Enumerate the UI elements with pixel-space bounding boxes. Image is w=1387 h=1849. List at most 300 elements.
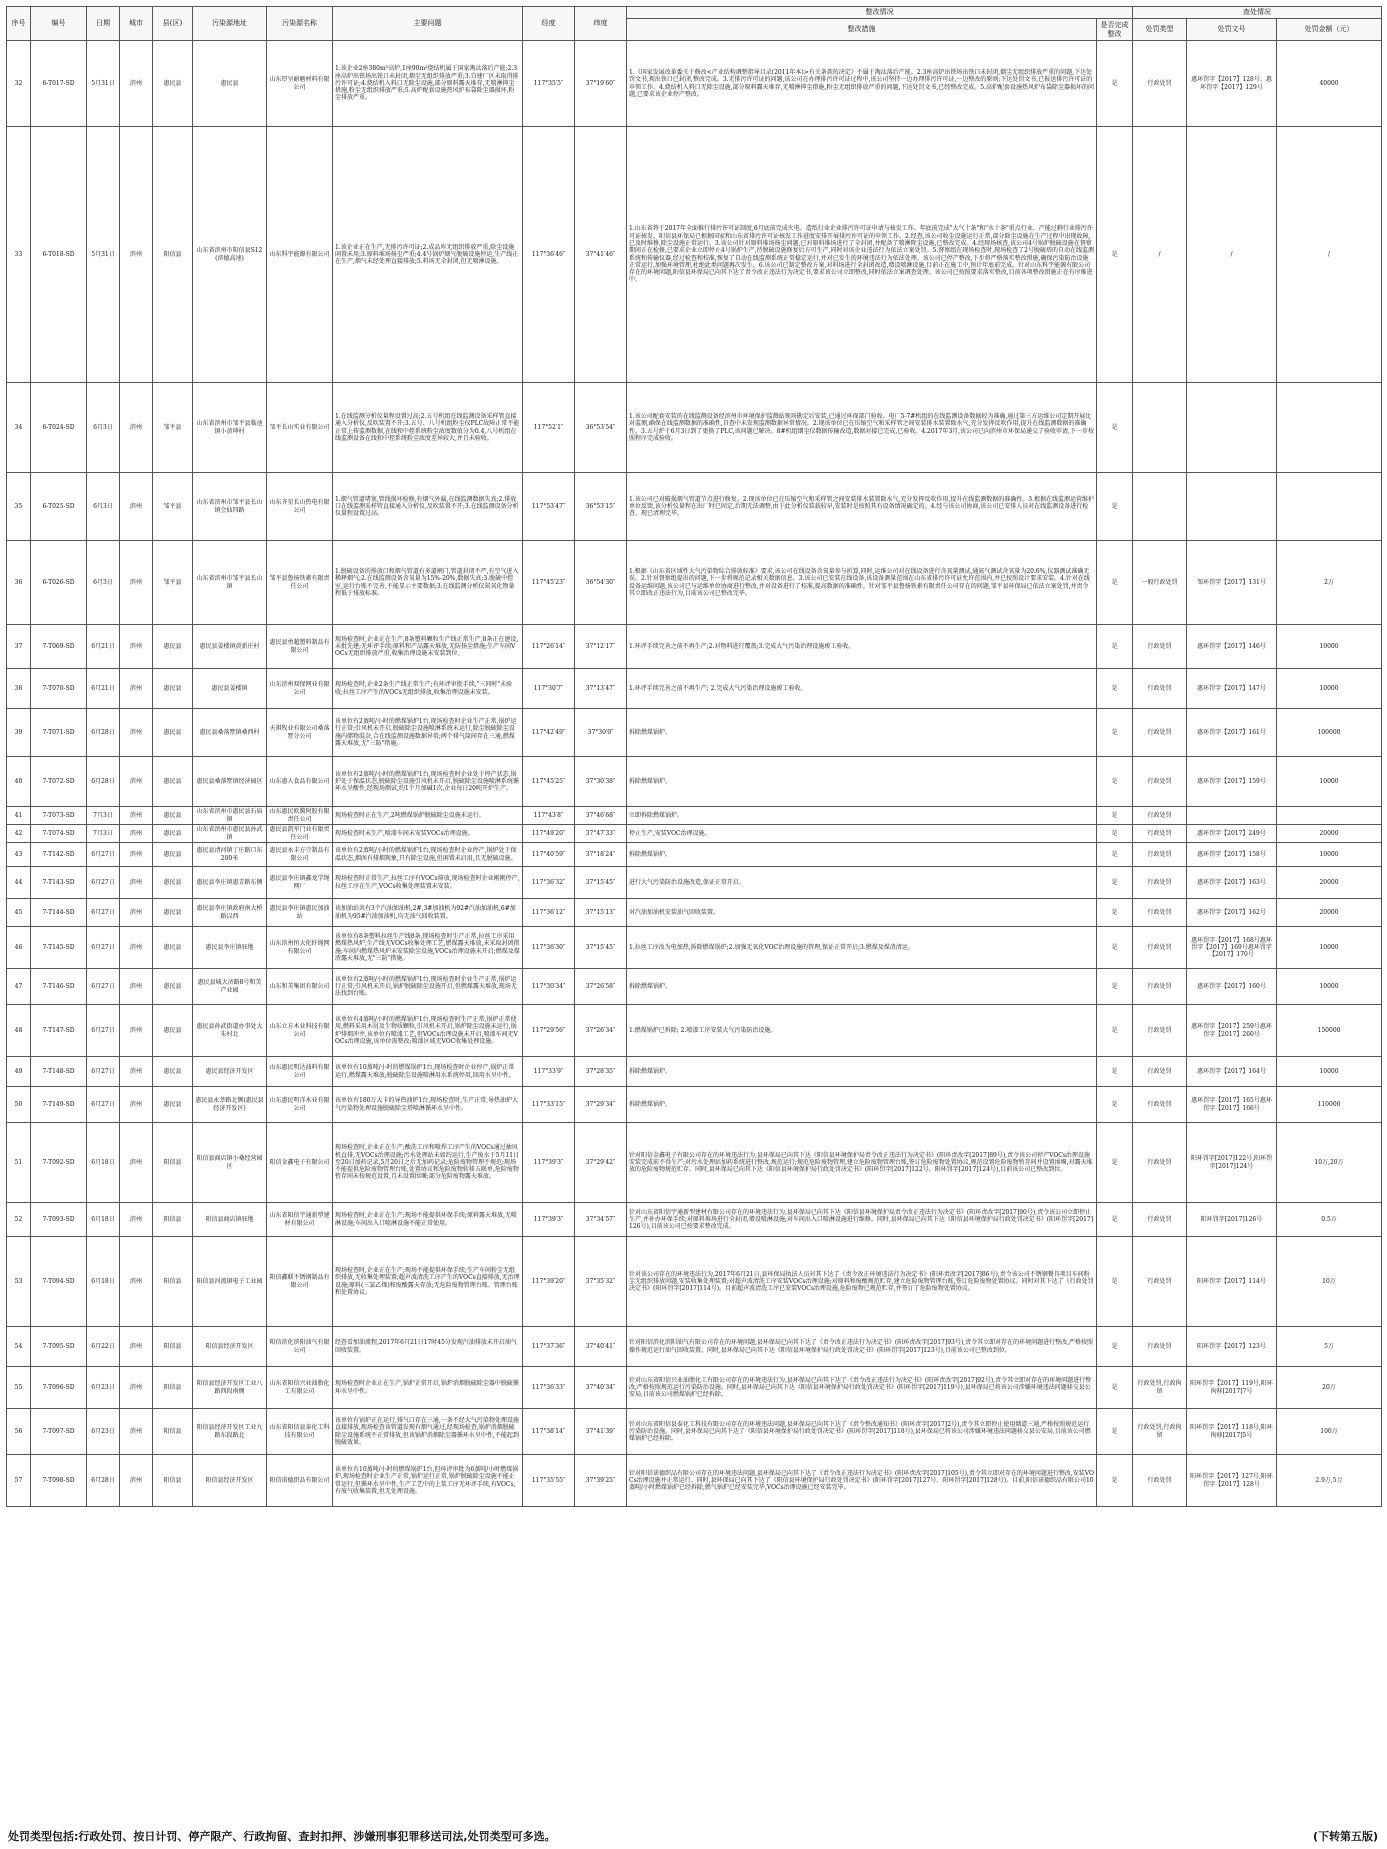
row-penalty-type: 行政处罚 bbox=[1133, 825, 1187, 843]
row-problem: 该单位有10蒸吨/小时的燃煤锅炉1台,现场检查时企业停产,锅炉正常运行,燃煤露天堆放;脱硫除尘设施喷淋用水系统停用,回用水呈中性。 bbox=[333, 1057, 523, 1087]
row-address: 惠民县 bbox=[193, 41, 267, 127]
row-penalty-doc: 邹环罚字【2017】131号 bbox=[1187, 541, 1277, 625]
row-address: 阳信县经济开发区 bbox=[193, 1455, 267, 1507]
row-source: 邹平长山实业有限公司 bbox=[267, 383, 333, 473]
table-row bbox=[7, 473, 1382, 541]
row-source: 阳信金鑫电子有限公司 bbox=[267, 1123, 333, 1203]
row-penalty-doc: 阳环罚字【2017】118号,阳环拘移[2017]5号 bbox=[1187, 1409, 1277, 1455]
row-code: 7-T146-SD bbox=[31, 969, 87, 1005]
row-problem: 该单位有2蒸吨/小时的燃煤锅炉1台,现场检查时企业生产正常,锅炉运行正常;引风机未开启,脱硫除尘设施喷淋系统未运行,除尘脱硫除尘设施内储物混杂,合在线监测设施数据异常;两个排气筒间存在三通,燃煤露天堆放,无"三防"措施。 bbox=[333, 709, 523, 757]
row-code: 7-T144-SD bbox=[31, 899, 87, 927]
row-code: 7-T094-SD bbox=[31, 1237, 87, 1327]
row-done: 是 bbox=[1097, 969, 1133, 1005]
row-problem: 现场检查时,企业2条生产线正常生产;有环评审批手续,"三同时"未验收;拉丝工序产生的VOCs无组织排放,收集治理设施未安装。 bbox=[333, 669, 523, 709]
row-county: 阳信县 bbox=[153, 1455, 193, 1507]
row-done: 是 bbox=[1097, 383, 1133, 473]
row-measure: 1.燃煤锅炉已拆除; 2.喷漆工序安装大气污染防治设施。 bbox=[627, 1005, 1097, 1057]
row-lat: 37°29′34″ bbox=[575, 1087, 627, 1123]
row-code: 7-T142-SD bbox=[31, 843, 87, 867]
row-lat: 37°41′39″ bbox=[575, 1409, 627, 1455]
table-row bbox=[7, 927, 1382, 969]
row-lat: 37°40′41″ bbox=[575, 1327, 627, 1367]
row-penalty-doc: 惠环罚字【2017】165号惠环罚字【2017】166号 bbox=[1187, 1087, 1277, 1123]
row-address: 山东省滨州市邹平县长山镇会仙四路 bbox=[193, 473, 267, 541]
row-no: 43 bbox=[7, 843, 31, 867]
row-county: 惠民县 bbox=[153, 867, 193, 899]
row-lat: 37°41′46″ bbox=[575, 127, 627, 383]
row-city: 滨州 bbox=[120, 1005, 153, 1057]
row-problem: 1.在线监测分析仪量程设置过高;2.五号机组在线监测设备采样管直接通入分析仪,反吹装置不开;3.五号、八号机组粉尘仪PLC故障正常不能正常上传监测数据,在线和中控系统粉尘浓度数值分为0.4,八号机组在线监测设备在线和中控系统粉尘浓度差异较大,并且未验收。 bbox=[333, 383, 523, 473]
row-code: 7-T092-SD bbox=[31, 1123, 87, 1203]
row-address: 阳信县经济开发区工业九路东段路北 bbox=[193, 1409, 267, 1455]
row-penalty-amount: / bbox=[1277, 127, 1382, 383]
row-penalty-amount: 100万 bbox=[1277, 1409, 1382, 1455]
row-penalty-doc: 阳环罚字【2017】114号 bbox=[1187, 1237, 1277, 1327]
row-measure: 停止生产,安装VOC治理设施。 bbox=[627, 825, 1097, 843]
row-measure: 针对山东省阳信宇通新型建材有限公司存在的环境违法行为,县环保局已向其下达《阳信县环境保护局责令改正违法行为决定书》(阳环责改字[2017]90号),责令该公司立即停止生产,并补办环保手续;对原料堆场进行全封闭,增设喷淋设施;对车间出入口喷淋设施进行维修。同时,县环保局已向其下达《阳信县环境保护局行政处罚决定书》(阳环罚字[2017]126号),目前该公司已按要求整改完成。 bbox=[627, 1203, 1097, 1237]
row-city: 滨州 bbox=[120, 969, 153, 1005]
row-no: 41 bbox=[7, 807, 31, 825]
row-penalty-amount: 10000 bbox=[1277, 669, 1382, 709]
row-lat: 37°19′60″ bbox=[575, 41, 627, 127]
row-problem: 现场检查时,企业正在生产,8条塑料颗粒生产线正常生产,8条正在建设,未批先建;无环评手续;原料和产品露天堆放,无防扬尘措施;生产车间VOCs无组织排放严重,收集治理设施未安装到位。 bbox=[333, 625, 523, 669]
row-done: 是 bbox=[1097, 1367, 1133, 1409]
row-measure: 1.山东省将于2017年全面推行排污许可证制度,6月底前完成火电、造纸行业企业排污许可证申请与核发工作。年底前完成"大气十条"和"水十条"重点行业、产能过剩行业排污许可证核发。阳信县环保局已根据国家和山东省排污许可证核发工作进度安排开展排污许可证的申领工作。2.经查,该公司收尘设施运行正常,部分除尘设施在生产过程中出现故障,已及时维修,除尘设施正常运行。3.该公司针对原料堆场扬尘问题,已对原料堆场进行了全封闭,并配备了喷淋降尘设施,已整改完成。4.经现场核查,该公司4号锅炉脱硫设施在督察期间正在检修,已要求企业立即停止4号锅炉生产,待脱硫设施修复后方可生产,同时对该企业违法行为依法立案处罚。5.督察组在现场检查时,现场检查了2号脱硫塔的自动在线监测系统和传输仪器,经过检查和校准,恢复了自动在线监测系统正常稳定运行,并对已发生的环境违法行为依法处理。该公司已停产整改,下步将严格落实整改措施,确保污染防治设施正常运行,加强环境管理,杜绝此类问题再次发生。6.该公司已制定整改方案,对料场进行全封闭改造,增设喷淋设施,目前正在施工中,预计年底前完成。针对山东科宇能源有限公司存在的环境问题,阳信县环保局已向其下达了责令改正违法行为决定书,要求该公司立即整改,同时依法立案调查处理。该公司已按照要求落实整改,目前各项整改措施正在有序推进中。 bbox=[627, 127, 1097, 383]
row-source: 山东省阳信兴业油脂化工有限公司 bbox=[267, 1367, 333, 1409]
row-source: 山东惠民明达油料有限公司 bbox=[267, 1057, 333, 1087]
page-footer bbox=[8, 1828, 1378, 1844]
row-code: 6-T026-SD bbox=[31, 541, 87, 625]
col-county: 县(区) bbox=[153, 7, 193, 41]
table-row bbox=[7, 1057, 1382, 1087]
row-lon: 117°36′33″ bbox=[523, 1367, 575, 1409]
row-measure: 拆除燃煤锅炉。 bbox=[627, 1057, 1097, 1087]
row-problem: 该单位有2蒸吨/小时的燃煤锅炉1台,现场检查时企业生产正常,锅炉运行正常;引风机未开启,锅炉脱硫除尘设施开启,但燃煤露天堆放,现场无法找到台账。 bbox=[333, 969, 523, 1005]
row-penalty-amount bbox=[1277, 383, 1382, 473]
row-county: 邹平县 bbox=[153, 383, 193, 473]
row-date: 6月3日 bbox=[87, 383, 120, 473]
row-penalty-type: 行政处罚 bbox=[1133, 757, 1187, 807]
row-address: 山东省滨州市邹平县临池镇小黄坤村 bbox=[193, 383, 267, 473]
row-penalty-amount bbox=[1277, 807, 1382, 825]
table-row bbox=[7, 709, 1382, 757]
row-measure: 针对该公司存在的环境违法行为,2017年6月21日,县环保局执法人员对其下达了《责令改正环境违法行为决定书》(阳环责改字[2017]86号),责令该公司不锈钢餐具项目车间粉尘无组织排放问题,安装收集处理装置;对超声波清洗工序安装VOCs治理设施;对原料和废酸规范贮存,建立危险废物管理台账,签订危险废物处置协议。同时对其下达了《行政处罚决定书》(阳环罚字[2017]114号)。目前超声波清洗工序已安装VOCs治理设施,危险废物已规范贮存,并签订了危险废物处置协议。 bbox=[627, 1237, 1097, 1327]
row-date: 6月21日 bbox=[87, 669, 120, 709]
row-lon: 117°29′56″ bbox=[523, 1005, 575, 1057]
row-date: 6月27日 bbox=[87, 927, 120, 969]
rectification-table bbox=[6, 6, 1382, 1507]
row-penalty-doc bbox=[1187, 383, 1277, 473]
row-county: 惠民县 bbox=[153, 757, 193, 807]
table-row bbox=[7, 1123, 1382, 1203]
table-row bbox=[7, 969, 1382, 1005]
row-no: 36 bbox=[7, 541, 31, 625]
row-done: 是 bbox=[1097, 1237, 1133, 1327]
row-lon: 117°37′36″ bbox=[523, 1327, 575, 1367]
row-county: 惠民县 bbox=[153, 899, 193, 927]
row-done: 是 bbox=[1097, 1327, 1133, 1367]
row-source: 山东立方木业科技有限公司 bbox=[267, 1005, 333, 1057]
row-done: 是 bbox=[1097, 473, 1133, 541]
table-row bbox=[7, 625, 1382, 669]
row-city: 滨州 bbox=[120, 867, 153, 899]
row-source: 山东齐星长山热电有限公司 bbox=[267, 473, 333, 541]
row-city: 滨州 bbox=[120, 1057, 153, 1087]
row-penalty-amount: 20万 bbox=[1277, 1367, 1382, 1409]
col-code: 编号 bbox=[31, 7, 87, 41]
row-measure: 1.该公司已对破损烟气管道节点进行修复。2.现该单位已在压缩空气和采样管之间安装排水装置除水气,充分发挥反吹作用,提升在线监测数据的准确性。3.根据在线监测运营维护单位反馈,该分析仪量程在出厂时已固定,后期无法调整,由于此分析仪装载较早,安装时是按照其有设备情况确定的。4.经与该公司协商,该公司已安排人员对在线监测设备进行检查、现已清理完毕。 bbox=[627, 473, 1097, 541]
row-source: 山东省阳信宇通新型建材有限公司 bbox=[267, 1203, 333, 1237]
row-lat: 37°15′13″ bbox=[575, 899, 627, 927]
row-done: 是 bbox=[1097, 825, 1133, 843]
row-code: 7-T148-SD bbox=[31, 1057, 87, 1087]
table-row bbox=[7, 825, 1382, 843]
row-no: 53 bbox=[7, 1237, 31, 1327]
row-county: 惠民县 bbox=[153, 843, 193, 867]
row-penalty-doc: 阳环罚字【2017】123号 bbox=[1187, 1327, 1277, 1367]
row-lon: 117°36′12″ bbox=[523, 899, 575, 927]
row-source: 山东科宇能源有限公司 bbox=[267, 127, 333, 383]
row-penalty-amount: 20000 bbox=[1277, 867, 1382, 899]
row-code: 7-T069-SD bbox=[31, 625, 87, 669]
row-no: 44 bbox=[7, 867, 31, 899]
row-date: 6月3日 bbox=[87, 541, 120, 625]
row-done: 是 bbox=[1097, 807, 1133, 825]
row-date: 6月27日 bbox=[87, 1005, 120, 1057]
row-source: 天祺牧业有限公司桑落墅分公司 bbox=[267, 709, 333, 757]
row-city: 滨州 bbox=[120, 1087, 153, 1123]
row-penalty-amount: 5万 bbox=[1277, 1327, 1382, 1367]
row-no: 51 bbox=[7, 1123, 31, 1203]
row-county: 阳信县 bbox=[153, 1327, 193, 1367]
row-done: 是 bbox=[1097, 127, 1133, 383]
row-address: 阳信县商店镇驻地 bbox=[193, 1203, 267, 1237]
table-row bbox=[7, 1455, 1382, 1507]
row-penalty-amount: 10000 bbox=[1277, 969, 1382, 1005]
row-address: 惠民县李庄镇政府南大桥路以西 bbox=[193, 899, 267, 927]
row-measure: 拆除燃煤锅炉。 bbox=[627, 757, 1097, 807]
row-city: 滨州 bbox=[120, 1237, 153, 1327]
row-source: 山东厚呈耐磨材料有限公司 bbox=[267, 41, 333, 127]
col-penalty-amount: 处罚金额（元） bbox=[1277, 19, 1382, 41]
table-row bbox=[7, 41, 1382, 127]
table-row bbox=[7, 1203, 1382, 1237]
row-county: 阳信县 bbox=[153, 127, 193, 383]
row-lon: 117°35′5″ bbox=[523, 41, 575, 127]
row-penalty-amount: 110000 bbox=[1277, 1087, 1382, 1123]
row-measure: 1.环评手续完善之前不再生产;2.对物料进行覆盖;3.完成大气污染治理设施竣工验收。 bbox=[627, 625, 1097, 669]
row-no: 33 bbox=[7, 127, 31, 383]
row-date: 6月23日 bbox=[87, 1367, 120, 1409]
inspection-table-sheet bbox=[6, 6, 1381, 1507]
row-penalty-type: 一般行政处罚 bbox=[1133, 541, 1187, 625]
row-address: 惠民县永莘路北侧(惠民县经济开发区) bbox=[193, 1087, 267, 1123]
row-date: 6月18日 bbox=[87, 1123, 120, 1203]
row-penalty-doc: 阳环罚字【2017】127号,阳环罚字【2017】128号 bbox=[1187, 1455, 1277, 1507]
row-penalty-type: 行政处罚 bbox=[1133, 1327, 1187, 1367]
col-group-penalty: 查处情况 bbox=[1133, 7, 1382, 19]
row-penalty-doc bbox=[1187, 807, 1277, 825]
row-code: 6-T025-SD bbox=[31, 473, 87, 541]
row-done: 是 bbox=[1097, 757, 1133, 807]
row-done: 是 bbox=[1097, 1087, 1133, 1123]
row-penalty-doc: 阳环罚字【2017】119号,阳环拘移[2017]7号 bbox=[1187, 1367, 1277, 1409]
row-penalty-doc: 惠环罚字【2017】159号 bbox=[1187, 757, 1277, 807]
row-measure: 1.该公司配套安装的在线监测设备经滨州市环境保护监测站现场勘定后安装,已通过环保部门验收。电厂5-7#机组的在线监测设备数据较为准确,通过第三方运维公司定期开展比对监测,确保在线监测数据的准确性,自查中未发现监测数据异常情况。2.现该单位已在压缩空气和采样管之间安装排水装置除水气,充分发挥反吹作用,提升在线监测数据的准确性。3.五号炉于6月3日到了更换了PLC,该问题已解决。8#机组烟尘仪数据传输改造,数据对接已完成,已验收。4.2017年3月,该公司已向滨州市环保局递交了验收申请,下一步按照程序完成验收。 bbox=[627, 383, 1097, 473]
row-date: 7月3日 bbox=[87, 807, 120, 825]
row-code: 7-T070-SD bbox=[31, 669, 87, 709]
table-row bbox=[7, 1409, 1382, 1455]
row-penalty-type: 行政处罚 bbox=[1133, 1237, 1187, 1327]
table-body bbox=[7, 41, 1382, 1507]
row-code: 7-T072-SD bbox=[31, 757, 87, 807]
row-city: 滨州 bbox=[120, 807, 153, 825]
row-penalty-amount: 10000 bbox=[1277, 757, 1382, 807]
row-penalty-doc: 惠环罚字【2017】249号 bbox=[1187, 825, 1277, 843]
row-city: 滨州 bbox=[120, 1455, 153, 1507]
row-address: 惠民县姜楼镇黄新庄村 bbox=[193, 625, 267, 669]
row-penalty-amount: 10万 bbox=[1277, 1237, 1382, 1327]
row-done: 是 bbox=[1097, 1057, 1133, 1087]
row-no: 42 bbox=[7, 825, 31, 843]
row-penalty-doc: 惠环罚字【2017】259号惠环罚字【2017】260号 bbox=[1187, 1005, 1277, 1057]
row-date: 6月22日 bbox=[87, 1327, 120, 1367]
row-no: 57 bbox=[7, 1455, 31, 1507]
row-penalty-doc: 惠环罚字【2017】147号 bbox=[1187, 669, 1277, 709]
row-city: 滨州 bbox=[120, 1203, 153, 1237]
row-measure: 1.《国家发展改革委关于修改<产业结构调整指导目录(2011年本)>有关条款的决定》不属于淘汰落后产能。2.3座高炉出铁场出铁口未封闭,烟尘无组织排放严重的问题,下达处罚文书,现出铁口已封闭,整改完成。3.无排污许可证的问题,该公司在办理排污许可证过程中,该公司坚持一边办理排污许可证,一边整改的原则;下达处罚文书,已报送排污许可证的申领工作。4.烧结机入料口无除尘设施,部分原料露天堆存,无喷淋抑尘措施,粉尘无组织排放严重的问题,下达处罚文书,已经整改完成。5.高炉配套设施热风炉布袋除尘器损坏的问题,已要求该企业停产整改。 bbox=[627, 41, 1097, 127]
row-date: 5月31日 bbox=[87, 41, 120, 127]
row-penalty-amount: 100000 bbox=[1277, 709, 1382, 757]
row-address: 山东省滨州市惠民县石庙镇 bbox=[193, 807, 267, 825]
row-penalty-amount bbox=[1277, 473, 1382, 541]
row-address: 山东省滨州市惠民县孙武镇 bbox=[193, 825, 267, 843]
col-city: 城市 bbox=[120, 7, 153, 41]
table-row bbox=[7, 1005, 1382, 1057]
row-lon: 117°33′9″ bbox=[523, 1057, 575, 1087]
row-source: 邹平县鲁扬铁素有限责任公司 bbox=[267, 541, 333, 625]
row-city: 滨州 bbox=[120, 1367, 153, 1409]
row-source: 惠民县勇超塑料制品有限公司 bbox=[267, 625, 333, 669]
table-header bbox=[7, 7, 1382, 41]
row-source: 山东和美集团有限公司 bbox=[267, 969, 333, 1005]
row-lat: 37°39′25″ bbox=[575, 1455, 627, 1507]
row-city: 滨州 bbox=[120, 757, 153, 807]
row-measure: 1.拉丝工序改为电加热,拆除燃煤锅炉;2.加强无氧化VOC治理设施的管理,保证正常开启;3.燃煤及煤渣清运。 bbox=[627, 927, 1097, 969]
row-problem: 现场检查时正常生产,拉丝工序有VOCs排放,现场检查时企业刚刚停产,拉丝工序在生产,VOCs收集处理装置未安装。 bbox=[333, 867, 523, 899]
row-penalty-doc: 惠环罚字【2017】128号、惠环罚字【2017】129号 bbox=[1187, 41, 1277, 127]
row-lat: 37°26′34″ bbox=[575, 1005, 627, 1057]
row-address: 惠民县桑落墅镇桑西村 bbox=[193, 709, 267, 757]
row-penalty-doc: / bbox=[1187, 127, 1277, 383]
row-lat: 36°53′54″ bbox=[575, 383, 627, 473]
row-lat: 37°30′38″ bbox=[575, 757, 627, 807]
row-problem: 现场检查时,企业正在生产;现场不能提供环保手续;原料露天堆放,无喷淋设施;车间出入口喷淋设施不能正常使用。 bbox=[333, 1203, 523, 1237]
row-lat: 36°54′30″ bbox=[575, 541, 627, 625]
row-penalty-amount: 2.9万,5万 bbox=[1277, 1455, 1382, 1507]
row-lat: 37°40′34″ bbox=[575, 1367, 627, 1409]
row-code: 7-T074-SD bbox=[31, 825, 87, 843]
row-measure: 1.根据《山东省区域性大气污染物综合排放标准》要求,该公司在线设备含氧量参与折算,同时,运维公司对在线设备进行含氧量测试,通氮气测试含氧量为20.6%,仪器测试准确无误。2.针对督察组提出的问题,下一步将规范记录相关数据信息。3.该公司已安装在线设备,该设备测量范围在山东省排污许可证允许范围内,并已按照设计要求安装。4.针对在线设备运维问题,该公司已与运维单位协商进行整改,并对设备进行了校准,提高数据的准确性。针对邹平县鲁扬铁素有限责任公司存在的问题,邹平县环保局已依法立案处罚,并责令其立即改正违法行为,目前该公司已整改完毕。 bbox=[627, 541, 1097, 625]
row-measure: 拆除燃煤锅炉。 bbox=[627, 1087, 1097, 1123]
row-penalty-type: 行政处罚 bbox=[1133, 625, 1187, 669]
table-row bbox=[7, 541, 1382, 625]
row-problem: 该单位有2蒸吨/小时的燃煤锅炉1台,现场检查时企业处于停产状态,锅炉处于保温状态,脱硫除尘设施引风机未开启,脱硫除尘设施喷淋系统循环水呈酸性,经现场测试,约1个月加碱1次,企业每日20吨开炉生产。 bbox=[333, 757, 523, 807]
row-penalty-amount: 10万,20万 bbox=[1277, 1123, 1382, 1203]
row-lon: 117°49′20″ bbox=[523, 825, 575, 843]
row-problem: 1.烟气管道堵塞,管线损坏检修,有烟气外漏,在线监测数据失真;2.排放口在线监测采样管直接通入分析仪,反吹装置不开;3.在线监测设备分析仪量程设置过高。 bbox=[333, 473, 523, 541]
row-source: 山东滨州恒大化纤绳网有限公司 bbox=[267, 927, 333, 969]
row-city: 滨州 bbox=[120, 541, 153, 625]
row-penalty-doc: 惠环罚字【2017】158号 bbox=[1187, 843, 1277, 867]
row-done: 是 bbox=[1097, 1203, 1133, 1237]
row-county: 阳信县 bbox=[153, 1237, 193, 1327]
table-row bbox=[7, 669, 1382, 709]
row-penalty-doc: 惠环罚字【2017】160号 bbox=[1187, 969, 1277, 1005]
row-lat: 37°46′68″ bbox=[575, 807, 627, 825]
row-lon: 117°35′55″ bbox=[523, 1455, 575, 1507]
row-no: 47 bbox=[7, 969, 31, 1005]
row-done: 是 bbox=[1097, 927, 1133, 969]
row-address: 惠民县桑落墅镇经济园区 bbox=[193, 757, 267, 807]
row-lon: 117°36′46″ bbox=[523, 127, 575, 383]
row-county: 惠民县 bbox=[153, 625, 193, 669]
row-penalty-type: 行政处罚 bbox=[1133, 1005, 1187, 1057]
row-date: 6月21日 bbox=[87, 625, 120, 669]
row-problem: 1.该企业2座380m³高炉,1座90m²烧结机属于国家淘汰落后产能;2.3座高炉出铁场出铁口未封闭,烟尘无组织排放严重;3.自建厂区未取得排污许可证;4.烧结机入料口无除尘设施,部分原料露天堆存,无喷淋抑尘措施,粉尘无组织排放严重;5.高炉配套设施热风炉布袋除尘器损坏,粉尘排放严重。 bbox=[333, 41, 523, 127]
row-lat: 37°30′9″ bbox=[575, 709, 627, 757]
row-penalty-type: 行政处罚 bbox=[1133, 1057, 1187, 1087]
row-lon: 117°36′30″ bbox=[523, 927, 575, 969]
row-source: 惠民县凯军门业有限责任公司 bbox=[267, 825, 333, 843]
row-penalty-amount: 150000 bbox=[1277, 1005, 1382, 1057]
table-row bbox=[7, 383, 1382, 473]
row-penalty-type: 行政处罚 bbox=[1133, 1123, 1187, 1203]
row-address: 惠民县经济开发区 bbox=[193, 1057, 267, 1087]
col-problem: 主要问题 bbox=[333, 7, 523, 41]
row-city: 滨州 bbox=[120, 1123, 153, 1203]
row-measure: 针对阳信金鑫电子有限公司存在的环境违法行为,县环保局已向其下达《阳信县环境保护局责令改正违法行为决定书》(阳环责改字[2017]89号),责令该公司停产VOCs治理设施安装完成前不得生产;对污水处理站加药系统进行整改,规范运行;规范危险废物管理,建立危险废物管理台账,签订危险废物处置协议,规范设置危险废物暂存间并设置围堰,对露天堆放的危险废物规范贮存。同时,县环保局已向其下达《阳信县环境保护局行政处罚决定书》(阳环罚字[2017]122号、阳环罚字[2017]124号),目前该公司已整改到位。 bbox=[627, 1123, 1097, 1203]
row-measure: 针对山东省阳信兴业油脂化工有限公司存在的环境违法行为,县环保局已向其下达了《责令改正违法行为决定书》(阳环责改字[2017]92号),责令其立即对存在的环境问题进行整改,严格按照规范运行污染防治设施。同时,县环保局已向其下达《阳信县环境保护局行政处罚决定书》(阳环罚字[2017]119号),县环保局已将该公司涉嫌环境违法问题移交县公安局,目前该公司燃煤锅炉已经拆除。 bbox=[627, 1367, 1097, 1409]
row-date: 6月28日 bbox=[87, 709, 120, 757]
row-source: 阳信鑫联不锈钢制品有限公司 bbox=[267, 1237, 333, 1327]
row-lat: 37°15′45″ bbox=[575, 927, 627, 969]
row-city: 滨州 bbox=[120, 473, 153, 541]
row-county: 惠民县 bbox=[153, 1005, 193, 1057]
row-address: 惠民县李庄镇惠青路东侧 bbox=[193, 867, 267, 899]
row-address: 阳信县商店镇小桑经营园区 bbox=[193, 1123, 267, 1203]
row-penalty-type: 行政处罚,行政拘留 bbox=[1133, 1409, 1187, 1455]
row-measure: 对汽油加油机安装油气回收装置。 bbox=[627, 899, 1097, 927]
row-address: 阳信县经济开发区 bbox=[193, 1327, 267, 1367]
row-lat: 37°29′42″ bbox=[575, 1123, 627, 1203]
row-penalty-doc: 惠环罚字【2017】146号 bbox=[1187, 625, 1277, 669]
row-date: 6月18日 bbox=[87, 1203, 120, 1237]
row-date: 6月28日 bbox=[87, 757, 120, 807]
row-lon: 117°26′14″ bbox=[523, 625, 575, 669]
row-address: 阳信县经济开发区工业八路西段南侧 bbox=[193, 1367, 267, 1409]
row-county: 惠民县 bbox=[153, 1057, 193, 1087]
row-date: 6月23日 bbox=[87, 1409, 120, 1455]
row-problem: 该加油站共有3个汽油加油机,2#,3#加油机为92#汽油加油机,6#加油机为95#汽油加油机,均无油气回收装置。 bbox=[333, 899, 523, 927]
col-penalty-type: 处罚类型 bbox=[1133, 19, 1187, 41]
row-lon: 117°39′3″ bbox=[523, 1123, 575, 1203]
row-code: 7-T098-SD bbox=[31, 1455, 87, 1507]
row-no: 52 bbox=[7, 1203, 31, 1237]
row-city: 滨州 bbox=[120, 625, 153, 669]
row-city: 滨州 bbox=[120, 127, 153, 383]
row-penalty-amount: 20000 bbox=[1277, 899, 1382, 927]
row-date: 6月27日 bbox=[87, 899, 120, 927]
row-measure: 针对山东省阳信县泰化工科技有限公司存在的环境违法问题,县环保局已向其下达了《责令整改通知书》(阳环责字[2017]2号),责令其立即停止使用烟道三通,严格按照规范运行污染防治设施。同时,县环保局已向其下达了《阳信县环境保护局行政处罚决定书》(阳环罚字[2017]118号),县环保局已将该公司涉嫌环境违法问题移交县公安局,目前该公司燃煤锅炉已经拆除。 bbox=[627, 1409, 1097, 1455]
row-penalty-doc: 惠环罚字【2017】168号惠环罚字【2017】169号惠环罚字【2017】170号 bbox=[1187, 927, 1277, 969]
row-problem: 现场检查时,企业正在生产;酸洗工序和喷焊工序产生的VOCs通过抽风机直排,无VOCs治理设施;污水处理站未如约运行,生产废水于5月11日至20日加药记录,5月20日之后无加药记录;危险废物管理不规范;现场不能提供危险废物管理台账,处置协议和危险废物转移五联单,危险废物暂存间未按规范设置,且未设置围堰;部分危险废物露天堆放。 bbox=[333, 1123, 523, 1203]
row-penalty-type: 行政处罚 bbox=[1133, 1455, 1187, 1507]
row-source: 阳信滨化滨阳油气有限公司 bbox=[267, 1327, 333, 1367]
row-penalty-amount: 2万 bbox=[1277, 541, 1382, 625]
row-penalty-type: 行政处罚 bbox=[1133, 843, 1187, 867]
row-measure: 针对阳信滨化滨阳油气有限公司存在的环境问题,县环保局已向其下达了《责令改正违法行为决定书》(阳环责改字[2017]93号),责令其立即对存在的环境问题进行整改,严格按照操作规范运行油气回收装置。同时,县环保局已向其下达《阳信县环境保护局行政处罚决定书》(阳环罚字[2017]123号),目前该公司已整改到位。 bbox=[627, 1327, 1097, 1367]
row-source: 阳信诺德织品有限公司 bbox=[267, 1455, 333, 1507]
row-done: 是 bbox=[1097, 1455, 1133, 1507]
penalty-type-note: 处罚类型包括:行政处罚、按日计罚、停产限产、行政拘留、查封扣押、涉嫌刑事犯罪移送司法,处罚类型可多选。 bbox=[8, 1830, 556, 1843]
row-no: 34 bbox=[7, 383, 31, 473]
row-penalty-type: 行政处罚 bbox=[1133, 807, 1187, 825]
row-lat: 36°53′15″ bbox=[575, 473, 627, 541]
row-lon: 117°36′32″ bbox=[523, 867, 575, 899]
row-code: 7-T147-SD bbox=[31, 1005, 87, 1057]
row-code: 7-T096-SD bbox=[31, 1367, 87, 1409]
row-penalty-amount: 40000 bbox=[1277, 41, 1382, 127]
row-done: 是 bbox=[1097, 899, 1133, 927]
row-penalty-doc: 惠环罚字【2017】163号 bbox=[1187, 867, 1277, 899]
row-measure: 针对阳信诺德织品有限公司存在的环境违法问题,县环保局已向其下达了《责令改正违法行为决定书》(阳环责改字[2017]105号),责令其立即对存在的环境问题进行整改,安装VOCs治理设施并正常运行。同时,县环保局已向其下达了《阳信县环境保护局行政处罚决定书》(阳环罚字[2017]127号、阳环罚字[2017]128号)。目前,阳信诺德织品有限公司10蒸吨/小时燃煤锅炉已经拆除,燃气锅炉已经安装完毕,VOCs治理设施已经安装完毕。 bbox=[627, 1455, 1097, 1507]
row-lon: 117°30′7″ bbox=[523, 669, 575, 709]
row-problem: 该单位有8条塑料拉丝生产线8条,现场检查时生产正常,拉丝工序采用燃煤热风炉,生产线无VOCs收集处理工艺,燃煤露天堆放,未采取封闭措施;车间内燃煤热风炉未安装除尘设施,VOCs治理设施未开启;燃煤及煤渣露天堆放,无"三防"措施。 bbox=[333, 927, 523, 969]
row-source: 山东滨州双保网业有限公司 bbox=[267, 669, 333, 709]
row-city: 滨州 bbox=[120, 927, 153, 969]
table-row bbox=[7, 843, 1382, 867]
row-address: 山东省滨州市阳信县S12(滨德高速) bbox=[193, 127, 267, 383]
row-city: 滨州 bbox=[120, 899, 153, 927]
row-penalty-type bbox=[1133, 383, 1187, 473]
row-source: 惠民县永丰方豆制品有限公司 bbox=[267, 843, 333, 867]
row-problem: 现场检查时,企业正在生产;现场不能提供环保手续;生产车间粉尘无组织排放,无收集处理装置;超声波清洗工序产生的VOCs直接排放,无治理设施;原料(三氯乙烯)和废酸露天存放;无危险废物管理台账、管理台账和处置协议。 bbox=[333, 1237, 523, 1327]
row-penalty-doc: 惠环罚字【2017】162号 bbox=[1187, 899, 1277, 927]
table-row bbox=[7, 867, 1382, 899]
row-date: 6月28日 bbox=[87, 1455, 120, 1507]
row-no: 38 bbox=[7, 669, 31, 709]
row-penalty-amount: 10000 bbox=[1277, 625, 1382, 669]
row-measure: 拆除燃煤锅炉。 bbox=[627, 969, 1097, 1005]
row-code: 7-T143-SD bbox=[31, 867, 87, 899]
col-measure: 整改措施 bbox=[627, 19, 1097, 41]
row-penalty-doc: 阳环罚字[2017]122号,阳环罚字[2017]124号 bbox=[1187, 1123, 1277, 1203]
row-lat: 37°13′47″ bbox=[575, 669, 627, 709]
row-lon: 117°52′1″ bbox=[523, 383, 575, 473]
row-lon: 117°39′3″ bbox=[523, 1203, 575, 1237]
row-done: 是 bbox=[1097, 709, 1133, 757]
row-no: 48 bbox=[7, 1005, 31, 1057]
row-no: 32 bbox=[7, 41, 31, 127]
row-date: 5月31日 bbox=[87, 127, 120, 383]
row-date: 6月27日 bbox=[87, 867, 120, 899]
row-lon: 117°53′47″ bbox=[523, 473, 575, 541]
row-penalty-type: 行政处罚,行政拘留 bbox=[1133, 1367, 1187, 1409]
row-city: 滨州 bbox=[120, 383, 153, 473]
col-penalty-doc: 处罚文号 bbox=[1187, 19, 1277, 41]
table-row bbox=[7, 1237, 1382, 1327]
